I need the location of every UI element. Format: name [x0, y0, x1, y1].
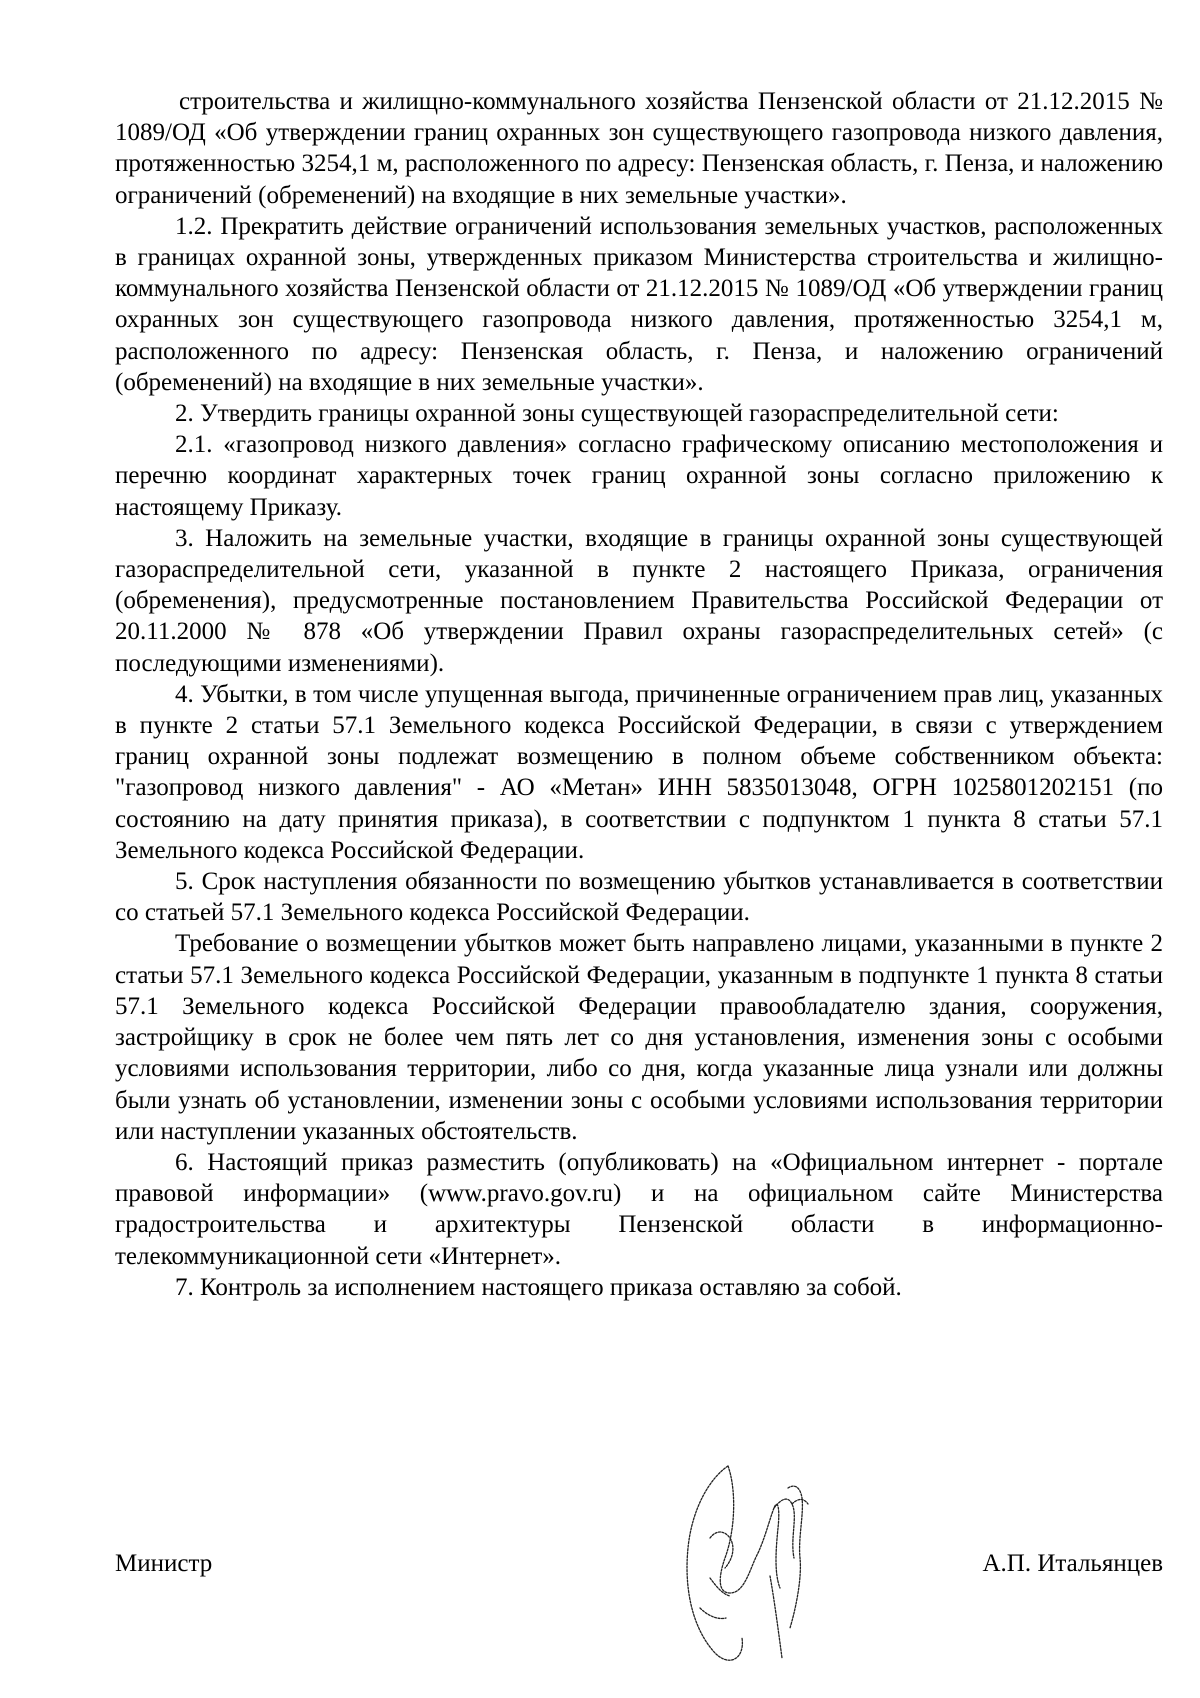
document-body	[115, 86, 1163, 1303]
signature-block	[115, 1468, 1163, 1668]
paragraph-5: 5. Срок наступления обязанности по возмещению убытков устанавливается в соответствии со статьей 57.1 Земельного кодекса Российской Федерации.	[115, 868, 1163, 927]
signer-position: Министр	[115, 1550, 213, 1577]
paragraph-2-1: 2.1. «газопровод низкого давления» согласно графическому описанию местоположения и перечню координат характерных точек границ охранной зоны согласно приложению к настоящему Приказу.	[115, 431, 1163, 521]
paragraph-5-claims: Требование о возмещении убытков может быть направлено лицами, указанными в пункте 2 статьи 57.1 Земельного кодекса Российской Федерации, указанным в подпункте 1 пункта 8 статьи 57.1 Земельного кодекса Российской Федерации правообладателю здания, сооружения, застройщику в срок не более чем пять лет со дня установления, изменения зоны с особыми условиями использования территории, либо со дня, когда указанные лица узнали или должны были узнать об установлении, изменении зоны с особыми условиями использования территории или наступлении указанных обстоятельств.	[115, 930, 1163, 1145]
handwritten-signature	[670, 1458, 830, 1673]
paragraph-2: 2. Утвердить границы охранной зоны существующей газораспределительной сети:	[175, 400, 1059, 428]
paragraph-3: 3. Наложить на земельные участки, входящие в границы охранной зоны существующей газораспределительной сети, указанной в пункте 2 настоящего Приказа, ограничения (обременения), предусмотренные постановлением Правительства Российской Федерации от 20.11.2000 № 878 «Об утверждении Правил охраны газораспределительных сетей» (с последующими изменениями).	[115, 524, 1163, 677]
paragraph-6: 6. Настоящий приказ разместить (опубликовать) на «Официальном интернет - портале правовой информации» (www.pravo.gov.ru) и на официальном сайте Министерства градостроительства и архитектуры Пензенской области в информационно-телекоммуникационной сети «Интернет».	[115, 1148, 1163, 1270]
paragraph-7: 7. Контроль за исполнением настоящего приказа оставляю за собой.	[175, 1273, 902, 1301]
signer-name: А.П. Итальянцев	[982, 1550, 1163, 1577]
paragraph-continuation-1-1: строительства и жилищно-коммунального хозяйства Пензенской области от 21.12.2015 № 1089/ОД «Об утверждении границ охранных зон существующего газопровода низкого давления, протяженностью 3254,1 м, расположенного по адресу: Пензенская область, г. Пенза, и наложению ограничений (обременений) на входящие в них земельные участки».	[115, 88, 1163, 209]
paragraph-4: 4. Убытки, в том числе упущенная выгода, причиненные ограничением прав лиц, указанных в пункте 2 статьи 57.1 Земельного кодекса Российской Федерации, в связи с утверждением границ охранной зоны подлежат возмещению в полном объеме собственником объекта: "газопровод низкого давления" - АО «Метан» ИНН 5835013048, ОГРН 1025801202151 (по состоянию на дату принятия приказа), в соответствии с подпунктом 1 пункта 8 статьи 57.1 Земельного кодекса Российской Федерации.	[115, 680, 1163, 864]
paragraph-1-2: 1.2. Прекратить действие ограничений использования земельных участков, расположенных в границах охранной зоны, утвержденных приказом Министерства строительства и жилищно-коммунального хозяйства Пензенской области от 21.12.2015 № 1089/ОД «Об утверждении границ охранных зон существующего газопровода низкого давления, протяженностью 3254,1 м, расположенного по адресу: Пензенская область, г. Пенза, и наложению ограничений (обременений) на входящие в них земельные участки».	[115, 212, 1163, 396]
